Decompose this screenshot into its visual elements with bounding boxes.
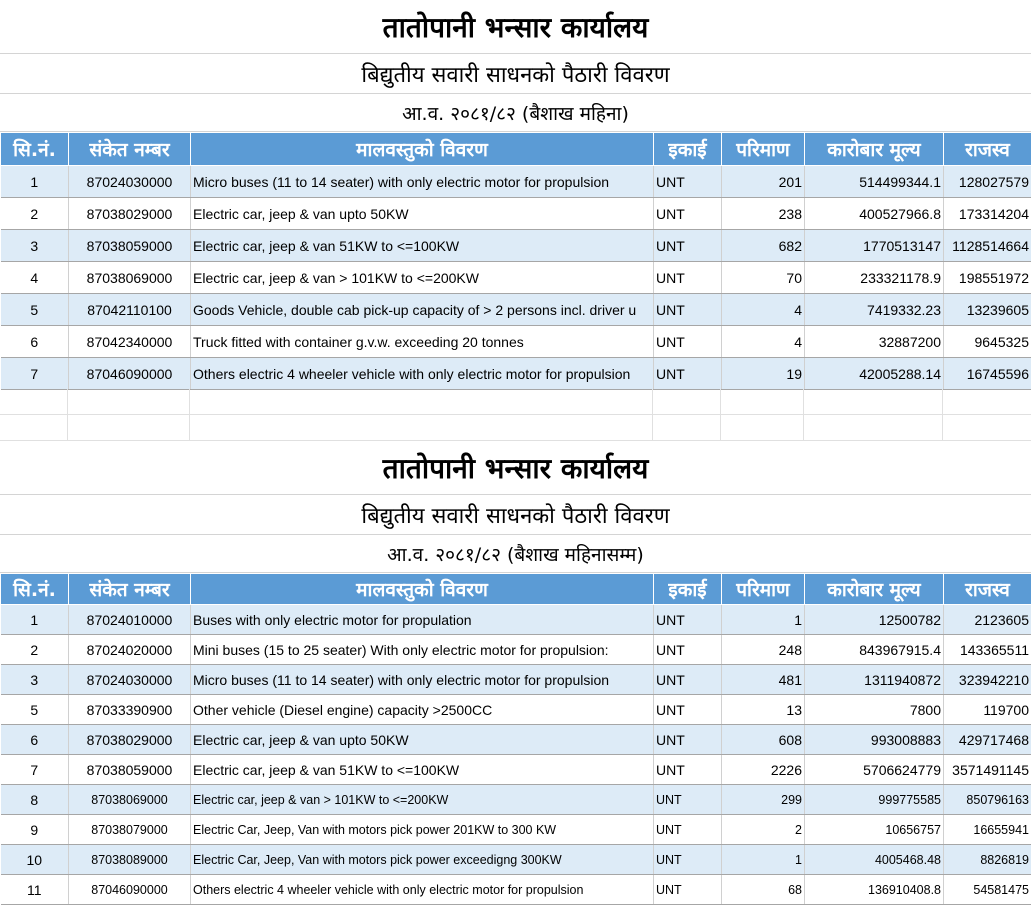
- cell-revenue: 8826819: [944, 845, 1031, 875]
- cell-description: Truck fitted with container g.v.w. exceeding 20 tonnes: [191, 326, 654, 358]
- cell-code: 87033390900: [69, 695, 191, 725]
- header-description: मालवस्तुको विवरण: [191, 574, 654, 605]
- bottom-subtitle-row: [0, 495, 1031, 535]
- cell-quantity: 68: [722, 875, 805, 905]
- cell-quantity: 70: [722, 262, 805, 294]
- cell-value: 7800: [805, 695, 944, 725]
- cell-value: 7419332.23: [805, 294, 944, 326]
- cell-revenue: 54581475: [944, 875, 1031, 905]
- header-code: संकेत नम्बर: [69, 574, 191, 605]
- cell-unit: UNT: [654, 294, 722, 326]
- cell-serial: 5: [1, 695, 69, 725]
- cell-quantity: 238: [722, 198, 805, 230]
- cell-serial: 8: [1, 785, 69, 815]
- cell-serial: 7: [1, 755, 69, 785]
- cell-revenue: 850796163: [944, 785, 1031, 815]
- cell-value: 4005468.48: [805, 845, 944, 875]
- cell-code: 87024030000: [69, 166, 191, 198]
- table-row: [1, 262, 1031, 294]
- cell-description: Electric car, jeep & van > 101KW to <=200KW: [191, 262, 654, 294]
- table-row: [1, 605, 1031, 635]
- table-row: [1, 845, 1031, 875]
- top-office-title-row: [0, 0, 1031, 54]
- cell-code: 87024020000: [69, 635, 191, 665]
- cell-revenue: 119700: [944, 695, 1031, 725]
- cell-unit: UNT: [654, 875, 722, 905]
- header-serial: सि.नं.: [1, 133, 69, 166]
- cell-value: 1770513147: [805, 230, 944, 262]
- cell-description: Buses with only electric motor for propulation: [191, 605, 654, 635]
- table-row: [1, 695, 1031, 725]
- cell-value: 10656757: [805, 815, 944, 845]
- cell-revenue: 198551972: [944, 262, 1031, 294]
- cell-revenue: 1128514664: [944, 230, 1031, 262]
- header-value: कारोबार मूल्य: [805, 133, 944, 166]
- cell-code: 87024030000: [69, 665, 191, 695]
- header-value: कारोबार मूल्य: [805, 574, 944, 605]
- cell-unit: UNT: [654, 358, 722, 390]
- cell-unit: UNT: [654, 725, 722, 755]
- top-subtitle-row: [0, 54, 1031, 94]
- empty-row: [0, 389, 1031, 415]
- cell-revenue: 128027579: [944, 166, 1031, 198]
- cell-unit: UNT: [654, 198, 722, 230]
- cell-serial: 6: [1, 725, 69, 755]
- cell-revenue: 323942210: [944, 665, 1031, 695]
- cell-quantity: 2: [722, 815, 805, 845]
- table-row: [1, 358, 1031, 390]
- cell-unit: UNT: [654, 166, 722, 198]
- cell-description: Others electric 4 wheeler vehicle with only electric motor for propulsion: [191, 875, 654, 905]
- cell-code: 87038069000: [69, 262, 191, 294]
- cell-description: Electric car, jeep & van upto 50KW: [191, 198, 654, 230]
- top-subtitle: बिद्युतीय सवारी साधनको पैठारी विवरण: [361, 62, 670, 88]
- cell-serial: 7: [1, 358, 69, 390]
- cell-value: 12500782: [805, 605, 944, 635]
- cell-serial: 5: [1, 294, 69, 326]
- cell-description: Other vehicle (Diesel engine) capacity >2500CC: [191, 695, 654, 725]
- cell-unit: UNT: [654, 845, 722, 875]
- top-office-title: तातोपानी भन्सार कार्यालय: [382, 10, 649, 44]
- cell-code: 87046090000: [69, 875, 191, 905]
- cell-quantity: 2226: [722, 755, 805, 785]
- bottom-period: आ.व. २०८१/८२ (बैशाख महिनासम्म): [387, 543, 644, 566]
- table-row: [1, 785, 1031, 815]
- cell-unit: UNT: [654, 665, 722, 695]
- cell-code: 87038089000: [69, 845, 191, 875]
- cell-unit: UNT: [654, 262, 722, 294]
- cell-description: Goods Vehicle, double cab pick-up capacity of > 2 persons incl. driver u: [191, 294, 654, 326]
- table-row: [1, 875, 1031, 905]
- cell-revenue: 2123605: [944, 605, 1031, 635]
- grid-line: [942, 389, 943, 441]
- cell-revenue: 16655941: [944, 815, 1031, 845]
- grid-line: [67, 389, 68, 441]
- cell-revenue: 16745596: [944, 358, 1031, 390]
- table-row: [1, 294, 1031, 326]
- table-row: [1, 198, 1031, 230]
- header-description: मालवस्तुको विवरण: [191, 133, 654, 166]
- table-row: [1, 725, 1031, 755]
- table-row: [1, 230, 1031, 262]
- cell-quantity: 1: [722, 605, 805, 635]
- cell-serial: 4: [1, 262, 69, 294]
- bottom-office-title: तातोपानी भन्सार कार्यालय: [382, 451, 649, 485]
- cell-quantity: 1: [722, 845, 805, 875]
- cell-value: 42005288.14: [805, 358, 944, 390]
- header-unit: इकाई: [654, 574, 722, 605]
- table-row: [1, 635, 1031, 665]
- cell-value: 5706624779: [805, 755, 944, 785]
- table-row: [1, 166, 1031, 198]
- cell-quantity: 299: [722, 785, 805, 815]
- cell-unit: UNT: [654, 755, 722, 785]
- top-period: आ.व. २०८१/८२ (बैशाख महिना): [402, 102, 629, 125]
- top-header-row: [1, 133, 1031, 166]
- cell-quantity: 248: [722, 635, 805, 665]
- table-row: [1, 665, 1031, 695]
- table-row: [1, 326, 1031, 358]
- cell-description: Electric Car, Jeep, Van with motors pick power 201KW to 300 KW: [191, 815, 654, 845]
- cell-quantity: 19: [722, 358, 805, 390]
- cell-serial: 6: [1, 326, 69, 358]
- cell-revenue: 143365511: [944, 635, 1031, 665]
- cell-unit: UNT: [654, 785, 722, 815]
- grid-line: [720, 389, 721, 441]
- cell-description: Electric car, jeep & van > 101KW to <=200KW: [191, 785, 654, 815]
- cell-serial: 2: [1, 635, 69, 665]
- top-period-row: [0, 94, 1031, 132]
- cell-quantity: 481: [722, 665, 805, 695]
- cell-description: Electric car, jeep & van upto 50KW: [191, 725, 654, 755]
- cell-revenue: 3571491145: [944, 755, 1031, 785]
- header-revenue: राजस्व: [944, 133, 1031, 166]
- cell-unit: UNT: [654, 230, 722, 262]
- cell-code: 87038029000: [69, 198, 191, 230]
- cell-code: 87038029000: [69, 725, 191, 755]
- cell-unit: UNT: [654, 695, 722, 725]
- cell-revenue: 173314204: [944, 198, 1031, 230]
- cell-value: 136910408.8: [805, 875, 944, 905]
- cell-value: 843967915.4: [805, 635, 944, 665]
- cell-serial: 9: [1, 815, 69, 845]
- empty-row: [0, 415, 1031, 441]
- bottom-import-table: [0, 573, 1031, 905]
- cell-description: Others electric 4 wheeler vehicle with only electric motor for propulsion: [191, 358, 654, 390]
- cell-unit: UNT: [654, 635, 722, 665]
- cell-serial: 3: [1, 665, 69, 695]
- cell-revenue: 13239605: [944, 294, 1031, 326]
- cell-unit: UNT: [654, 605, 722, 635]
- header-quantity: परिमाण: [722, 133, 805, 166]
- cell-quantity: 4: [722, 326, 805, 358]
- cell-code: 87038059000: [69, 230, 191, 262]
- cell-quantity: 4: [722, 294, 805, 326]
- cell-code: 87046090000: [69, 358, 191, 390]
- top-import-table: [0, 132, 1031, 390]
- cell-code: 87038059000: [69, 755, 191, 785]
- cell-quantity: 682: [722, 230, 805, 262]
- cell-value: 400527966.8: [805, 198, 944, 230]
- header-quantity: परिमाण: [722, 574, 805, 605]
- cell-code: 87024010000: [69, 605, 191, 635]
- empty-rows: [0, 389, 1031, 441]
- cell-description: Electric car, jeep & van 51KW to <=100KW: [191, 755, 654, 785]
- cell-unit: UNT: [654, 815, 722, 845]
- grid-line: [189, 389, 190, 441]
- cell-description: Mini buses (15 to 25 seater) With only electric motor for propulsion:: [191, 635, 654, 665]
- cell-value: 993008883: [805, 725, 944, 755]
- cell-code: 87038079000: [69, 815, 191, 845]
- grid-line: [803, 389, 804, 441]
- header-revenue: राजस्व: [944, 574, 1031, 605]
- table-row: [1, 815, 1031, 845]
- cell-description: Electric car, jeep & van 51KW to <=100KW: [191, 230, 654, 262]
- cell-unit: UNT: [654, 326, 722, 358]
- cell-serial: 1: [1, 166, 69, 198]
- table-row: [1, 755, 1031, 785]
- cell-code: 87042340000: [69, 326, 191, 358]
- bottom-header-row: [1, 574, 1031, 605]
- bottom-period-row: [0, 535, 1031, 573]
- cell-serial: 3: [1, 230, 69, 262]
- header-serial: सि.नं.: [1, 574, 69, 605]
- cell-revenue: 429717468: [944, 725, 1031, 755]
- cell-quantity: 608: [722, 725, 805, 755]
- header-code: संकेत नम्बर: [69, 133, 191, 166]
- cell-description: Micro buses (11 to 14 seater) with only electric motor for propulsion: [191, 166, 654, 198]
- cell-serial: 11: [1, 875, 69, 905]
- cell-serial: 10: [1, 845, 69, 875]
- bottom-office-title-row: [0, 441, 1031, 495]
- cell-description: Micro buses (11 to 14 seater) with only electric motor for propulsion: [191, 665, 654, 695]
- cell-code: 87042110100: [69, 294, 191, 326]
- cell-quantity: 13: [722, 695, 805, 725]
- bottom-subtitle: बिद्युतीय सवारी साधनको पैठारी विवरण: [361, 503, 670, 529]
- cell-value: 999775585: [805, 785, 944, 815]
- cell-code: 87038069000: [69, 785, 191, 815]
- grid-line: [652, 389, 653, 441]
- cell-serial: 1: [1, 605, 69, 635]
- cell-revenue: 9645325: [944, 326, 1031, 358]
- cell-serial: 2: [1, 198, 69, 230]
- cell-quantity: 201: [722, 166, 805, 198]
- header-unit: इकाई: [654, 133, 722, 166]
- cell-value: 233321178.9: [805, 262, 944, 294]
- cell-value: 514499344.1: [805, 166, 944, 198]
- cell-value: 32887200: [805, 326, 944, 358]
- cell-value: 1311940872: [805, 665, 944, 695]
- cell-description: Electric Car, Jeep, Van with motors pick power exceedigng 300KW: [191, 845, 654, 875]
